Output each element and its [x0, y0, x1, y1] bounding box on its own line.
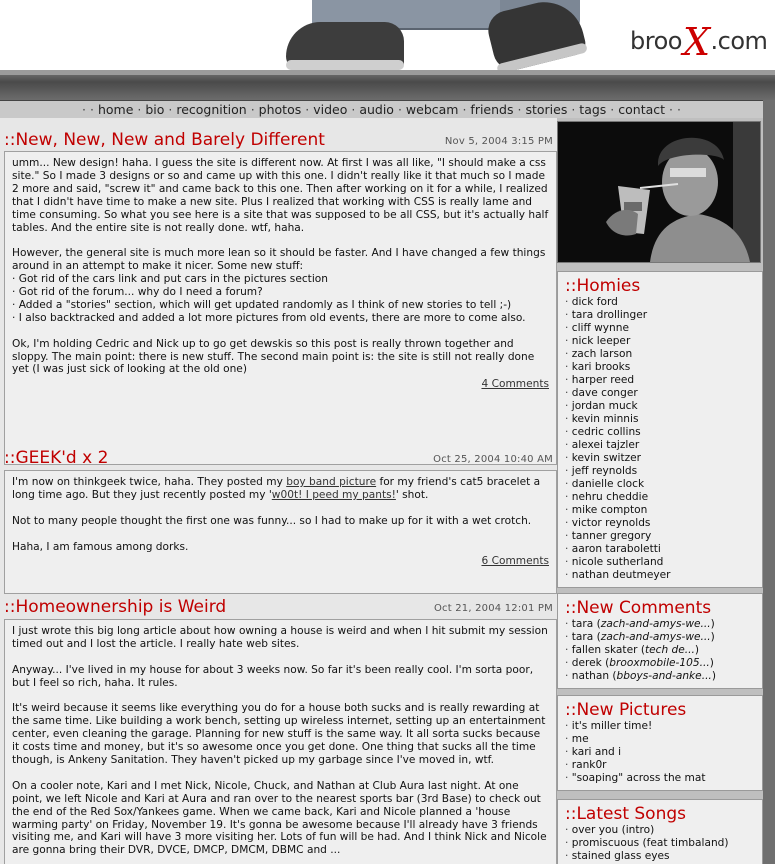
profile-photo	[557, 121, 761, 263]
comment-author: derek	[571, 657, 602, 669]
new-pictures-box	[557, 695, 763, 791]
comment-author: fallen skater	[571, 644, 638, 656]
picture-link[interactable]: · rank0r	[565, 759, 758, 772]
post-date: Nov 5, 2004 3:15 PM	[444, 136, 553, 147]
homies-box	[557, 271, 763, 588]
nav-contact[interactable]: contact	[618, 102, 666, 117]
homie-link[interactable]: · nick leeper	[565, 335, 758, 348]
post-paragraph: I'm now on thinkgeek twice, haha. They posted my boy band picture for my friend's cat5 bracelet a long time ago. But they just recently posted my 'w00t! I peed my pants!' shot.	[12, 476, 541, 501]
post-header	[4, 597, 553, 617]
new-pictures-title: ::New Pictures	[565, 700, 687, 720]
comment-link[interactable]: · nathan (bboys-and-anke...)	[565, 670, 758, 683]
homie-link[interactable]: · nathan deutmeyer	[565, 569, 758, 582]
homie-link[interactable]: · nehru cheddie	[565, 491, 758, 504]
homie-link[interactable]: · alexei tajzler	[565, 439, 758, 452]
w00t-shot-link[interactable]: w00t! I peed my pants!	[271, 488, 396, 501]
post-body	[4, 151, 557, 465]
picture-link[interactable]: · me	[565, 733, 758, 746]
post-paragraph: On a cooler note, Kari and I met Nick, Nicole, Chuck, and Nathan at Club Aura last night. At one point, we left Nicole and Kari at Aura and ran over to the nearest sports bar (3rd Base) to check out the end of the Red Sox/Yankees game. When we came back, Kari and Nicole planned a 'house warming party' on Friday, November 19. It's gonna be awesome because I'll already have 3 friends visiting me, and Kari will have 3 more visiting her. Lots of fun will be had. And I think Nick and Nicole are gonna bring their DVR, DVCE, DMCP, DMCM, DBMC and ...	[12, 779, 547, 857]
comment-link[interactable]: · derek (brooxmobile-105...)	[565, 657, 758, 670]
nav-recognition[interactable]: recognition	[176, 102, 247, 117]
new-comments-box	[557, 593, 763, 689]
comment-link[interactable]: · tara (zach-and-amys-we...)	[565, 631, 758, 644]
latest-songs-box	[557, 799, 763, 864]
post-bullet: · Got rid of the cars link and put cars in the pictures section	[12, 273, 328, 286]
comments-link[interactable]: 4 Comments	[481, 378, 549, 391]
post-header	[4, 448, 553, 468]
picture-link[interactable]: · kari and i	[565, 746, 758, 759]
homie-link[interactable]: · dick ford	[565, 296, 758, 309]
picture-link[interactable]: · "soaping" across the mat	[565, 772, 758, 785]
site-logo[interactable]: brooX.com	[630, 20, 768, 64]
profile-photo-image	[558, 122, 760, 262]
song-link[interactable]: · over you (intro)	[565, 824, 758, 837]
post-bullet: · I also backtracked and added a lot more pictures from old events, there are more to come also.	[12, 311, 526, 324]
new-comments-list	[565, 618, 758, 683]
post-bullet: · Got rid of the forum... why do I need a forum?	[12, 286, 263, 299]
header-banner	[0, 0, 775, 100]
new-comments-title: ::New Comments	[565, 598, 712, 618]
main-column	[0, 118, 557, 864]
homie-link[interactable]: · nicole sutherland	[565, 556, 758, 569]
post-paragraph: Haha, I am famous among dorks.	[12, 540, 189, 553]
comment-post: bboys-and-anke...	[616, 670, 712, 682]
homie-link[interactable]: · tara drollinger	[565, 309, 758, 322]
homie-link[interactable]: · victor reynolds	[565, 517, 758, 530]
post-paragraph: I just wrote this big long article about how owning a house is weird and when I hit submit my session timed out and I lost the article. I really hate web sites.	[12, 625, 548, 650]
banner-shoe-left	[286, 22, 404, 70]
homie-link[interactable]: · kevin minnis	[565, 413, 758, 426]
post-paragraph: Not to many people thought the first one was funny... so I had to make up for it with a wet crotch.	[12, 514, 532, 527]
homie-link[interactable]: · harper reed	[565, 374, 758, 387]
homie-link[interactable]: · jeff reynolds	[565, 465, 758, 478]
homie-link[interactable]: · zach larson	[565, 348, 758, 361]
song-link[interactable]: · stained glass eyes	[565, 850, 758, 863]
boy-band-picture-link[interactable]: boy band picture	[286, 476, 377, 488]
latest-songs-list	[565, 824, 758, 863]
nav-photos[interactable]: photos	[258, 102, 302, 117]
comment-post: tech de...	[644, 644, 695, 656]
post-date: Oct 25, 2004 10:40 AM	[433, 454, 553, 465]
homies-list	[565, 296, 758, 582]
nav-bar: · · home · bio · recognition · photos · video · audio · webcam · friends · stories · tags · contact · ·	[0, 100, 763, 119]
post-title[interactable]: ::GEEK'd x 2	[4, 448, 109, 468]
comment-author: tara	[571, 631, 594, 643]
nav-webcam[interactable]: webcam	[405, 102, 459, 117]
comment-link[interactable]: · tara (zach-and-amys-we...)	[565, 618, 758, 631]
homie-link[interactable]: · mike compton	[565, 504, 758, 517]
right-edge-strip	[763, 100, 775, 864]
homie-link[interactable]: · kevin switzer	[565, 452, 758, 465]
comment-post: zach-and-amys-we...	[600, 631, 711, 643]
homie-link[interactable]: · tanner gregory	[565, 530, 758, 543]
picture-link[interactable]: · it's miller time!	[565, 720, 758, 733]
post-paragraph: It's weird because it seems like everything you do for a house both sucks and is really rewarding at the same time. Like building a work bench, setting up wireless internet, setting up an entertainment center, even cleaning the garage. Planning for new stuff is the same way. It all sorta sucks because it costs time and money, but it's so awesome once you get done. One thing that sucks all the time though, is Ankeny Sanitation. They haven't picked up my garbage since I've moved in, wtf.	[12, 702, 546, 767]
homie-link[interactable]: · kari brooks	[565, 361, 758, 374]
comment-post: zach-and-amys-we...	[600, 618, 711, 630]
homie-link[interactable]: · jordan muck	[565, 400, 758, 413]
nav-tags[interactable]: tags	[579, 102, 607, 117]
sidebar	[557, 118, 763, 864]
post-paragraph: umm... New design! haha. I guess the site is different now. At first I was all like, "I should make a css site." So I made 3 designs or so and came up with this one. I didn't really like it that much so I made 2 more and said, "screw it" and came back to this one. Then after working on it for a while, I realized that I didn't have time to make a new site. Plus I realized that working with CSS is really lame and time consuming. So what you see here is a site that was supposed to be all CSS, but it's actually half tables. And the entire site is not really done. wtf, haha.	[12, 157, 549, 234]
new-pictures-list	[565, 720, 758, 785]
post-body	[4, 470, 557, 594]
post-header	[4, 130, 553, 150]
post-paragraph: Ok, I'm holding Cedric and Nick up to go get dewskis so this post is really thrown together and sloppy. The main point: there is new stuff. The second main point is: the site is still not really done yet (I was just sick of looking at the old one)	[12, 337, 535, 376]
nav-home[interactable]: home	[97, 102, 134, 117]
homie-link[interactable]: · cedric collins	[565, 426, 758, 439]
comment-link[interactable]: · fallen skater (tech de...)	[565, 644, 758, 657]
comment-author: tara	[571, 618, 594, 630]
nav-video[interactable]: video	[313, 102, 348, 117]
post-date: Oct 21, 2004 12:01 PM	[433, 603, 553, 614]
homies-title: ::Homies	[565, 276, 641, 296]
nav-friends[interactable]: friends	[470, 102, 514, 117]
homie-link[interactable]: · danielle clock	[565, 478, 758, 491]
nav-stories[interactable]: stories	[525, 102, 568, 117]
comment-post: brooxmobile-105...	[609, 657, 710, 669]
comment-author: nathan	[571, 670, 610, 682]
nav-bio[interactable]: bio	[145, 102, 165, 117]
post-bullet: · Added a "stories" section, which will get updated randomly as I think of new stories to tell ;-)	[12, 298, 512, 311]
homie-link[interactable]: · cliff wynne	[565, 322, 758, 335]
post-paragraph: Anyway... I've lived in my house for about 3 weeks now. So far it's been really cool. I'm sorta poor, but I feel so rich, haha. It rules.	[12, 663, 534, 689]
post-title[interactable]: ::New, New, New and Barely Different	[4, 130, 325, 150]
post-body	[4, 619, 557, 864]
post-title[interactable]: ::Homeownership is Weird	[4, 597, 227, 617]
homie-link[interactable]: · dave conger	[565, 387, 758, 400]
song-link[interactable]: · promiscuous (feat timbaland)	[565, 837, 758, 850]
nav-audio[interactable]: audio	[359, 102, 394, 117]
homie-link[interactable]: · aaron taraboletti	[565, 543, 758, 556]
latest-songs-title: ::Latest Songs	[565, 804, 687, 824]
post-paragraph: However, the general site is much more lean so it should be faster. And I have changed a few things around in an attempt to make it nicer. Some new stuff:	[12, 247, 546, 273]
comments-link[interactable]: 6 Comments	[481, 555, 549, 568]
